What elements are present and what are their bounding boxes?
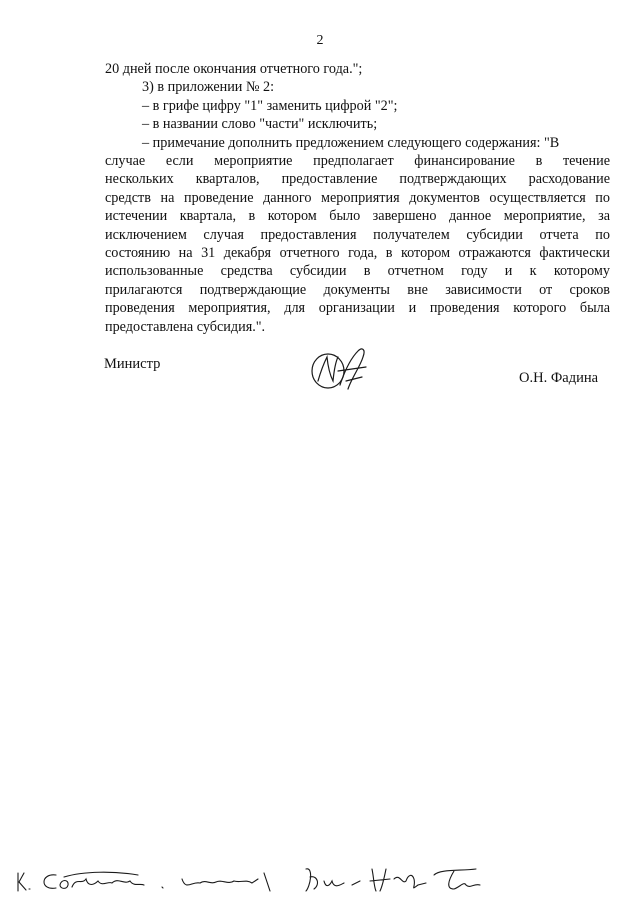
body-line: – в грифе цифру "1" заменить цифрой "2";	[142, 97, 398, 114]
body-line: средств на проведение данного мероприятия документов осуществляется по	[105, 189, 610, 206]
body-line: прилагаются подтверждающие документы вне зависимости от сроков	[105, 281, 610, 298]
body-line: – в названии слово "части" исключить;	[142, 116, 378, 133]
body-line: исключением случая предоставления получателем субсидии отчета по	[105, 226, 610, 243]
body-line: проведения мероприятия, для организации и проведения которого была	[105, 300, 610, 317]
body-line: – примечание дополнить предложением следующего содержания: "В	[142, 134, 560, 151]
body-line: предоставлена субсидия.".	[105, 318, 266, 335]
approval-signatures	[14, 855, 494, 897]
body-line: состоянию на 31 декабря отчетного года, в котором отражаются фактически	[105, 245, 610, 262]
signatory-title: Министр	[104, 356, 161, 372]
body-line: использованные средства субсидии в отчетном году и к которому	[105, 263, 610, 280]
page-number: 2	[316, 33, 324, 48]
document-body	[105, 60, 610, 336]
body-line: 3) в приложении № 2:	[142, 79, 275, 96]
body-line: истечении квартала, в котором было завершено данное мероприятие, за	[105, 208, 610, 225]
handwritten-signature	[300, 337, 380, 397]
body-line: нескольких кварталов, предоставление подтверждающих расходование	[105, 171, 610, 188]
signatory-name: О.Н. Фадина	[519, 370, 599, 386]
body-line: 20 дней после окончания отчетного года.";	[105, 61, 363, 77]
body-line: случае если мероприятие предполагает финансирование в течение	[105, 153, 610, 170]
